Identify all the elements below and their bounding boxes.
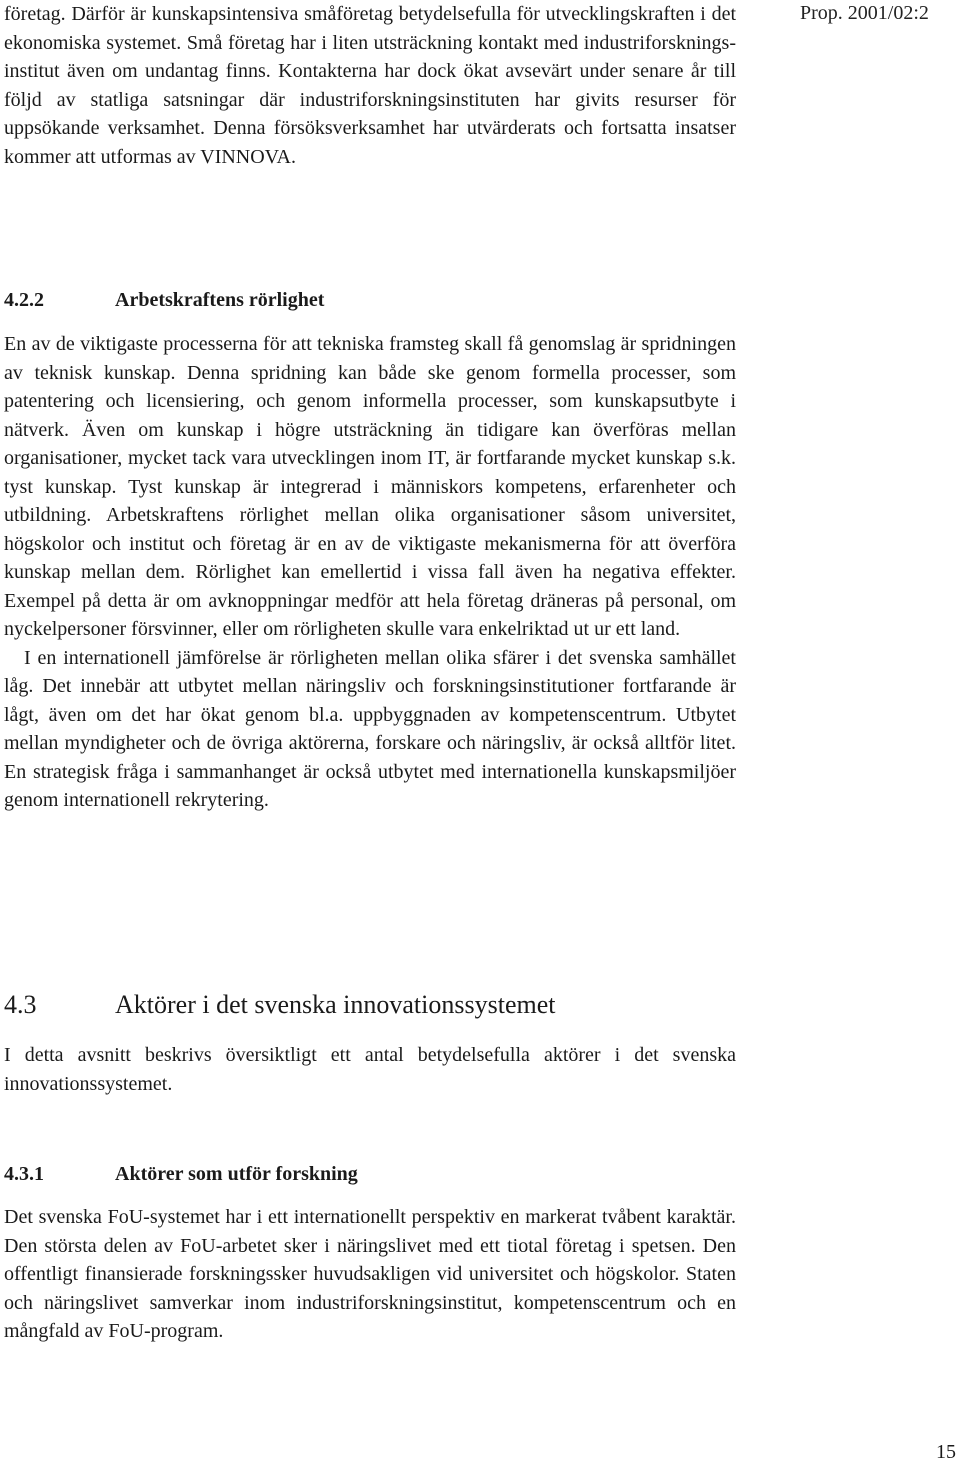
- body-paragraph: I detta avsnitt beskrivs översiktligt ett antal betydelsefulla aktörer i det svenska innovationssystemet.: [4, 1044, 736, 1095]
- section-4-3-1-body: [4, 1203, 736, 1346]
- intro-paragraph: företag. Därför är kunskapsintensiva småföretag betydelsefulla för utvecklingskraften i det ekonomiska systemet. Små företag har i liten utsträckning kontakt med industriforskningsinstitut även om undantag finns. Kontakterna har dock ökat avsevärt under senare år till följd av statliga satsningar där industriforskningsinstituten har givits resurser för uppsökande verksamhet. Denna försöksverksamhet har utvärderats och fortsatta insatser kommer att utformas av VINNOVA.: [4, 3, 736, 168]
- section-heading-4-2-2: [4, 288, 324, 312]
- section-title: Aktörer som utför forskning: [115, 1163, 358, 1185]
- section-title: Arbetskraftens rörlighet: [115, 289, 325, 311]
- section-title: Aktörer i det svenska innovationssystemet: [115, 990, 556, 1019]
- section-4-2-2-body: [4, 330, 736, 815]
- section-4-3-body: [4, 1041, 736, 1098]
- intro-text: [4, 0, 736, 171]
- proposition-reference: Prop. 2001/02:2: [800, 2, 929, 24]
- body-paragraph: I en internationell jämförelse är rörligheten mellan olika sfärer i det svenska samhället låg. Det innebär att utbytet mellan näringsliv och forskningsinstitutioner fortfarande är lågt, även om det har ökat genom bl.a. uppbyggnaden av kompetenscentrum. Utbytet mellan myndigheter och de övriga aktörerna, forskare och näringsliv, är också alltför litet. En strategisk fråga i sammanhanget är också utbytet med internationella kunskapsmiljöer genom internationell rekrytering.: [4, 646, 736, 811]
- section-number: 4.3.1: [4, 1163, 44, 1185]
- section-number: 4.2.2: [4, 289, 44, 311]
- section-heading-4-3-1: [4, 1162, 358, 1186]
- page-number: 15: [936, 1441, 956, 1463]
- section-heading-4-3: [4, 990, 555, 1020]
- section-number: 4.3: [4, 990, 37, 1019]
- body-paragraph: En av de viktigaste processerna för att tekniska framsteg skall få genomslag är spridningen av teknisk kunskap. Denna spridning kan både ske genom formella processer, som patentering och licensiering, och genom informella processer, som kunskapsutbyte i nätverk. Även om kunskap i högre utsträckning än tidigare kan överföras mellan organisationer, mycket tack vara utvecklingen inom IT, är fortfarande mycket kunskap s.k. tyst kunskap. Tyst kunskap är integrerad i människors kompetens, erfarenheter och utbildning. Arbetskraftens rörlighet mellan olika organisationer såsom universitet, högskolor och institut och företag är en av de viktigaste mekanismerna för att överföra kunskap mellan dem. Rörlighet kan emellertid i vissa fall även ha negativa effekter. Exempel på detta är om avknoppningar medför att hela företag dräneras på personal, om nyckelpersoner försvinner, eller om rörligheten skulle vara enkelriktad ut ur ett land.: [4, 333, 736, 640]
- body-paragraph: Det svenska FoU-systemet har i ett internationellt perspektiv en markerat tvåbent karaktär. Den största delen av FoU-arbetet sker i näringslivet med ett tiotal företag i spetsen. Den offentligt finansierade forskningssker huvudsakligen vid universitet och högskolor. Staten och näringslivet samverkar inom industriforskningsinstitut, kompetenscentrum och en mångfald av FoU-program.: [4, 1206, 736, 1342]
